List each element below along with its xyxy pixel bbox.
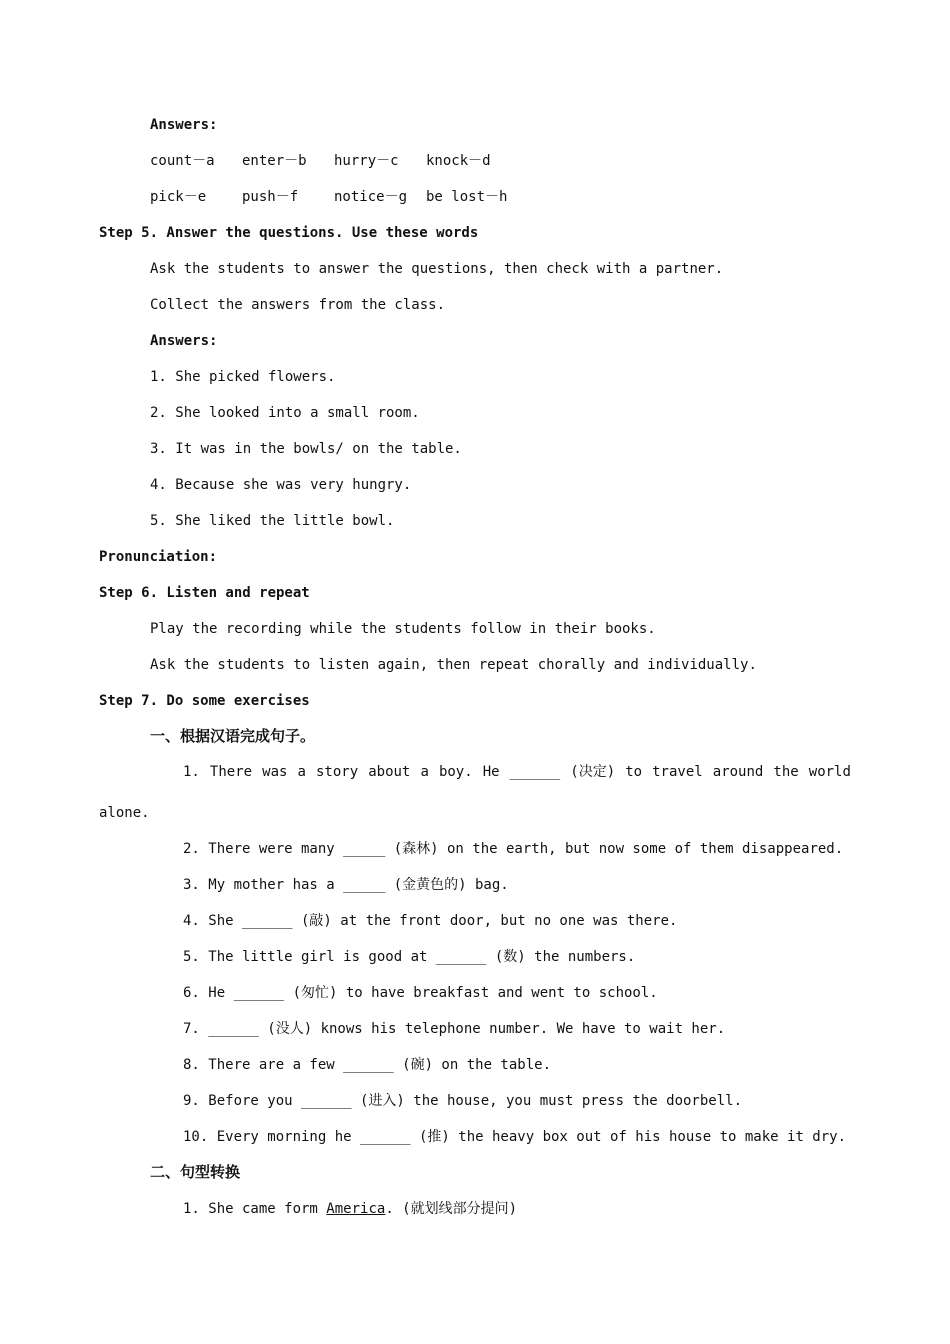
exercise-item: 3. My mother has a _____ (金黄色的) bag. <box>183 877 509 893</box>
exercise-item: 10. Every morning he ______ (推) the heavy box out of his house to make it dry. <box>183 1129 847 1145</box>
word: boy. <box>438 764 473 780</box>
word: about <box>368 764 411 780</box>
step6-heading: Step 6. Listen and repeat <box>99 585 310 601</box>
exercise-item: 2. There were many _____ (森林) on the earth, but now some of them disappeared. <box>183 841 844 857</box>
exercise-item: 8. There are a few ______ (碗) on the table. <box>183 1057 552 1073</box>
exercise-item: 7. ______ (没人) knows his telephone number. We have to wait her. <box>183 1021 726 1037</box>
matching-item: notice－g <box>334 189 408 205</box>
word: world <box>808 764 851 780</box>
word: was <box>262 764 288 780</box>
matching-item: pick－e <box>150 189 207 205</box>
word: a <box>420 764 429 780</box>
matching-item: enter－b <box>242 153 307 169</box>
step7-heading: Step 7. Do some exercises <box>99 693 310 709</box>
blank: ______ <box>509 764 561 780</box>
answer-item: 4. Because she was very hungry. <box>150 477 412 493</box>
word: travel <box>652 764 703 780</box>
answers-label: Answers: <box>150 117 218 133</box>
matching-item: count－a <box>150 153 215 169</box>
instruction-line: Collect the answers from the class. <box>150 297 446 313</box>
matching-item: be lost－h <box>426 189 508 205</box>
matching-item: push－f <box>242 189 299 205</box>
exercise-item: 5. The little girl is good at ______ (数) the numbers. <box>183 949 636 965</box>
instruction-line: Ask the students to listen again, then repeat chorally and individually. <box>150 657 757 673</box>
transform-item-1 <box>183 1200 517 1218</box>
chinese-hint: (决定) <box>570 764 616 780</box>
pronunciation-heading: Pronunciation: <box>99 549 218 565</box>
word: 1. <box>183 764 200 780</box>
answer-item: 2. She looked into a small room. <box>150 405 420 421</box>
matching-item: knock－d <box>426 153 491 169</box>
word: story <box>316 764 359 780</box>
answer-item: 1. She picked flowers. <box>150 369 336 385</box>
answer-item: 5. She liked the little bowl. <box>150 513 395 529</box>
part2-heading: 二、句型转换 <box>150 1163 241 1181</box>
exercise-item-1-continuation: alone. <box>99 805 150 821</box>
exercise-item: 6. He ______ (匆忙) to have breakfast and went to school. <box>183 985 658 1001</box>
word: around <box>712 764 764 780</box>
instruction-line: Ask the students to answer the questions, then check with a partner. <box>150 261 724 277</box>
sentence-end: . (就划线部分提问) <box>385 1201 518 1217</box>
exercise-item: 9. Before you ______ (进入) the house, you must press the doorbell. <box>183 1093 743 1109</box>
underlined-word: America <box>326 1201 386 1217</box>
instruction-line: Play the recording while the students follow in their books. <box>150 621 656 637</box>
word: a <box>297 764 306 780</box>
sentence-start: 1. She came form <box>183 1201 327 1217</box>
step5-heading: Step 5. Answer the questions. Use these words <box>99 225 479 241</box>
word: There <box>209 764 253 780</box>
exercise-item: 4. She ______ (敲) at the front door, but no one was there. <box>183 913 678 929</box>
part1-heading: 一、根据汉语完成句子。 <box>150 727 316 745</box>
word: to <box>625 764 643 780</box>
answers-label: Answers: <box>150 333 218 349</box>
exercise-item-1 <box>183 763 851 781</box>
matching-item: hurry－c <box>334 153 399 169</box>
answer-item: 3. It was in the bowls/ on the table. <box>150 441 462 457</box>
word: the <box>773 764 799 780</box>
word: He <box>482 764 500 780</box>
